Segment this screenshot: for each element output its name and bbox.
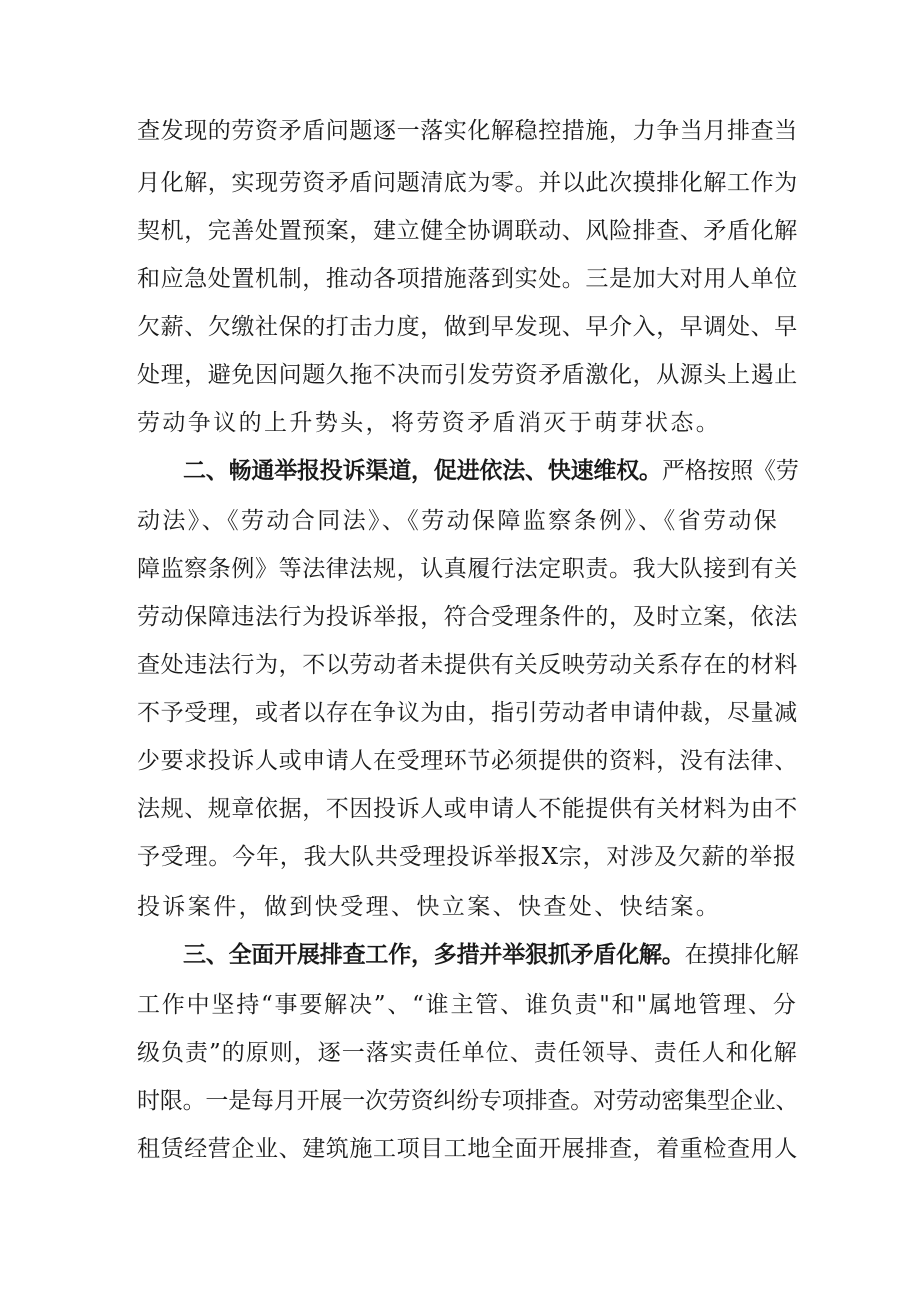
paragraph2-heading: 二、畅通举报投诉渠道，促进依法、快速维权。 xyxy=(183,457,662,484)
paragraph2-line: 少要求投诉人或申请人在受理环节必须提供的资料，没有法律、 xyxy=(137,748,798,774)
paragraph2-line: 法规、规章依据，不因投诉人或申请人不能提供有关材料为由不 xyxy=(137,796,798,822)
paragraph2-line: 投诉案件，做到快受理、快立案、快查处、快结案。 xyxy=(137,894,722,920)
paragraph3-line: 租赁经营企业、建筑施工项目工地全面开展排查，着重检查用人 xyxy=(137,1136,798,1162)
paragraph3-line: 级负责”的原则，逐一落实责任单位、责任领导、责任人和化解 xyxy=(137,1040,798,1066)
paragraph2-line: 查处违法行为，不以劳动者未提供有关反映劳动关系存在的材料 xyxy=(137,652,798,678)
paragraph1-line: 欠薪、欠缴社保的打击力度，做到早发现、早介入，早调处、早 xyxy=(137,314,798,340)
paragraph3-line: 时限。一是每月开展一次劳资纠纷专项排查。对劳动密集型企业、 xyxy=(137,1088,799,1114)
paragraph1-line: 契机，完善处置预案，建立健全协调联动、风险排查、矛盾化解 xyxy=(137,218,798,244)
paragraph3-first-line xyxy=(183,940,799,970)
paragraph1-line: 月化解，实现劳资矛盾问题清底为零。并以此次摸排化解工作为 xyxy=(137,170,798,196)
paragraph1-line: 查发现的劳资矛盾问题逐一落实化解稳控措施，力争当月排查当 xyxy=(137,118,798,144)
paragraph2-line: 障监察条例》等法律法规，认真履行法定职责。我大队接到有关 xyxy=(137,556,798,582)
paragraph2-line: 予受理。今年，我大队共受理投诉举报X宗，对涉及欠薪的举报 xyxy=(137,844,797,870)
paragraph2-first-line xyxy=(183,456,799,486)
paragraph3-heading: 三、全面开展排查工作，多措并举狠抓矛盾化解。 xyxy=(183,941,685,968)
paragraph2-line: 不予受理，或者以存在争议为由，指引劳动者申请仲裁，尽量减 xyxy=(137,700,798,726)
paragraph2-line: 劳动保障违法行为投诉举报，符合受理条件的，及时立案，依法 xyxy=(137,604,798,630)
paragraph3-line: 工作中坚持“事要解决”、“谁主管、谁负责"和"属地管理、分 xyxy=(137,992,798,1018)
paragraph1-line: 处理，避免因问题久拖不决而引发劳资矛盾激化，从源头上遏止 xyxy=(137,362,798,388)
paragraph2-line: 动法》、《劳动合同法》、《劳动保障监察条例》、《省劳动保 xyxy=(137,508,780,534)
paragraph3-first-line-text: 在摸排化解 xyxy=(684,942,799,968)
paragraph1-line: 和应急处置机制，推动各项措施落到实处。三是加大对用人单位 xyxy=(137,266,798,292)
paragraph2-first-line-text: 严格按照《劳 xyxy=(661,458,799,484)
paragraph1-line: 劳动争议的上升势头，将劳资矛盾消灭于萌芽状态。 xyxy=(137,410,722,436)
